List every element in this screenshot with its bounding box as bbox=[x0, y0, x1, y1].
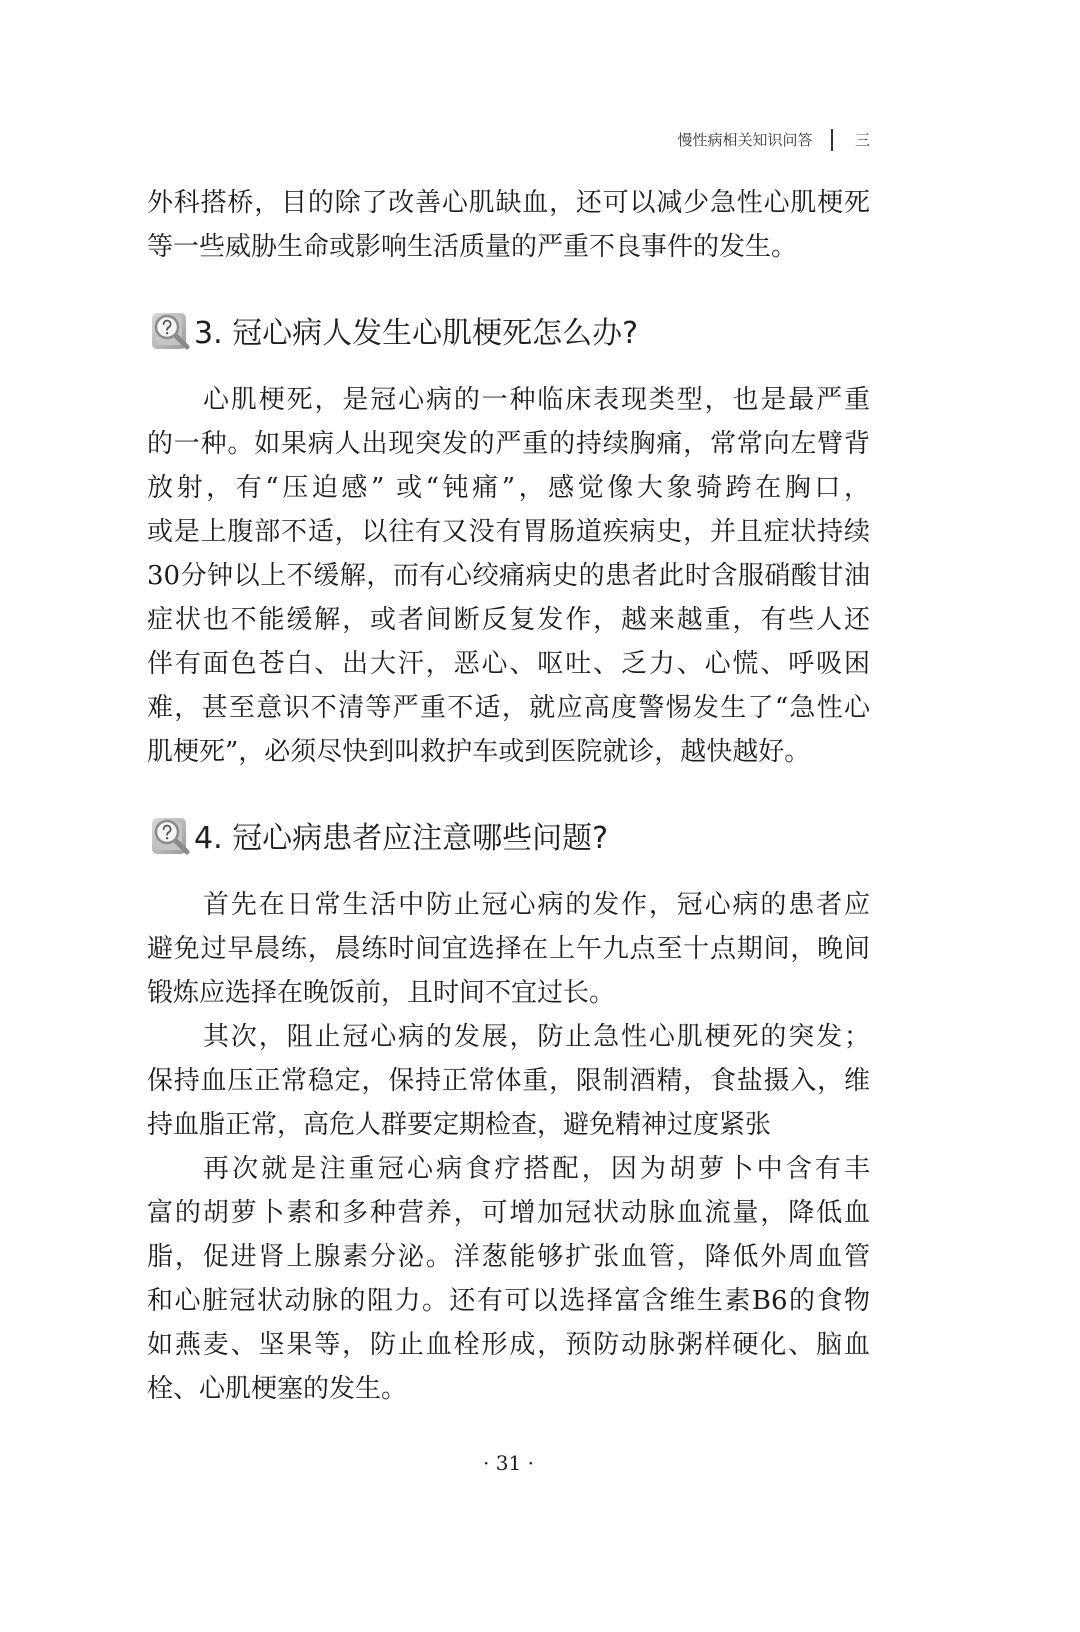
chapter-number: 三 bbox=[854, 131, 870, 149]
text-line: 避免过早晨练，晨练时间宜选择在上午九点至十点期间，晚间 bbox=[147, 934, 870, 964]
text-line: 其次，阻止冠心病的发展，防止急性心肌梗死的突发； bbox=[203, 1022, 870, 1052]
question-title: 4. 冠心病患者应注意哪些问题? bbox=[194, 821, 609, 856]
question-section-4 bbox=[147, 810, 870, 1411]
text-line: 心肌梗死，是冠心病的一种临床表现类型，也是最严重 bbox=[203, 385, 870, 415]
text-line: 保持血压正常稳定，保持正常体重，限制酒精，食盐摄入，维 bbox=[147, 1066, 870, 1096]
text-line: 肌梗死”，必须尽快到叫救护车或到医院就诊，越快越好。 bbox=[147, 737, 811, 767]
text-line: 和心脏冠状动脉的阻力。还有可以选择富含维生素B6的食物 bbox=[147, 1286, 870, 1316]
text-line: 等一些威胁生命或影响生活质量的严重不良事件的发生。 bbox=[147, 232, 798, 262]
paragraph bbox=[147, 1147, 870, 1411]
question-magnifier-icon bbox=[147, 307, 193, 353]
question-heading bbox=[147, 305, 870, 355]
question-heading bbox=[147, 810, 870, 860]
question-title: 3. 冠心病人发生心肌梗死怎么办? bbox=[194, 316, 639, 351]
intro-paragraph bbox=[147, 181, 870, 269]
text-line: 持血脂正常，高危人群要定期检查，避免精神过度紧张 bbox=[147, 1110, 772, 1140]
text-line: 放射，有“压迫感” 或“钝痛”，感觉像大象骑跨在胸口， bbox=[147, 473, 870, 503]
text-line: 难，甚至意识不清等严重不适，就应高度警惕发生了“急性心 bbox=[147, 693, 870, 723]
paragraph bbox=[147, 378, 870, 774]
text-line: 的一种。如果病人出现突发的严重的持续胸痛，常常向左臂背 bbox=[147, 429, 870, 459]
question-section-3 bbox=[147, 305, 870, 774]
text-line: 外科搭桥，目的除了改善心肌缺血，还可以减少急性心肌梗死 bbox=[147, 188, 870, 218]
question-magnifier-icon bbox=[147, 812, 193, 858]
body-text bbox=[147, 181, 870, 1411]
page-number: · 31 · bbox=[483, 1451, 534, 1475]
text-line: 如燕麦、坚果等，防止血栓形成，预防动脉粥样硬化、脑血 bbox=[147, 1330, 870, 1360]
paragraph bbox=[147, 883, 870, 1015]
paragraph bbox=[147, 1015, 870, 1147]
running-head bbox=[677, 128, 870, 152]
text-line: 脂，促进肾上腺素分泌。洋葱能够扩张血管，降低外周血管 bbox=[147, 1242, 870, 1272]
running-title: 慢性病相关知识问答 bbox=[677, 131, 813, 149]
text-line: 伴有面色苍白、出大汗，恶心、呕吐、乏力、心慌、呼吸困 bbox=[147, 649, 870, 679]
text-line: 或是上腹部不适，以往有又没有胃肠道疾病史，并且症状持续 bbox=[147, 517, 870, 547]
text-line: 30分钟以上不缓解，而有心绞痛病史的患者此时含服硝酸甘油 bbox=[147, 561, 870, 591]
text-line: 富的胡萝卜素和多种营养，可增加冠状动脉血流量，降低血 bbox=[147, 1198, 870, 1228]
text-line: 首先在日常生活中防止冠心病的发作，冠心病的患者应 bbox=[203, 890, 870, 920]
text-line: 再次就是注重冠心病食疗搭配，因为胡萝卜中含有丰 bbox=[203, 1154, 870, 1184]
text-line: 锻炼应选择在晚饭前，且时间不宜过长。 bbox=[147, 978, 616, 1008]
header-divider bbox=[831, 129, 833, 151]
text-line: 栓、心肌梗塞的发生。 bbox=[147, 1374, 408, 1404]
text-line: 症状也不能缓解，或者间断反复发作，越来越重，有些人还 bbox=[147, 605, 870, 635]
